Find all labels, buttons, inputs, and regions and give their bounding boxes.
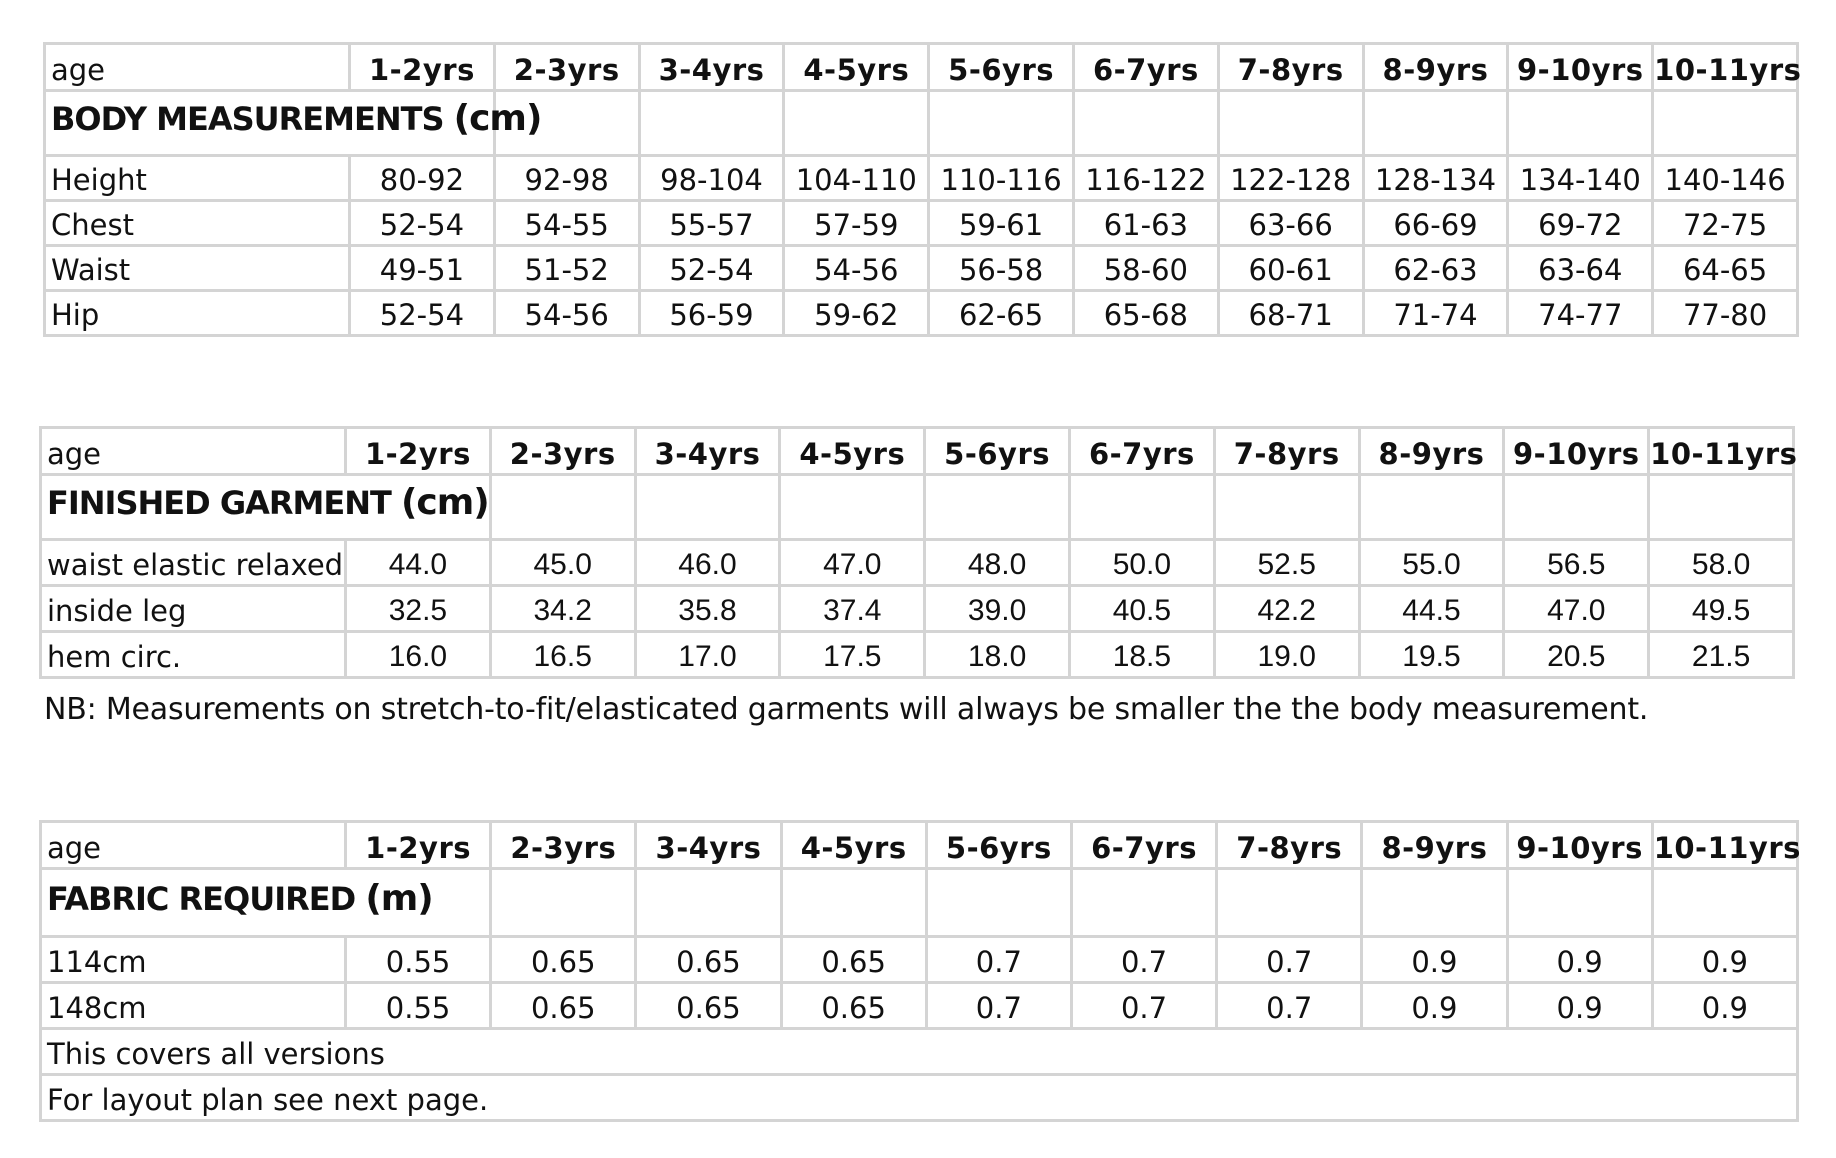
- age-col-3: 3-4yrs: [635, 428, 780, 475]
- section-title: [41, 869, 491, 937]
- age-col-4: 4-5yrs: [784, 44, 929, 91]
- table-cell: 52-54: [350, 201, 495, 246]
- table-cell: 68-71: [1218, 291, 1363, 336]
- table-cell: 60-61: [1218, 246, 1363, 291]
- table-cell: 80-92: [350, 156, 495, 201]
- age-col-5: 5-6yrs: [926, 822, 1071, 869]
- age-col-10: 10-11yrs: [1652, 822, 1797, 869]
- table-cell: 56-59: [639, 291, 784, 336]
- table-cell: 66-69: [1363, 201, 1508, 246]
- age-header-row: [41, 428, 1794, 475]
- age-col-9: 9-10yrs: [1508, 44, 1653, 91]
- table-cell: 45.0: [490, 540, 635, 586]
- age-col-8: 8-9yrs: [1359, 428, 1504, 475]
- age-col-9: 9-10yrs: [1507, 822, 1652, 869]
- table-cell: 52-54: [350, 291, 495, 336]
- age-col-10: 10-11yrs: [1649, 428, 1794, 475]
- row-label: 114cm: [41, 937, 346, 983]
- table-cell: 50.0: [1069, 540, 1214, 586]
- table-cell: 54-56: [494, 291, 639, 336]
- table-cell: 59-61: [929, 201, 1074, 246]
- table-cell: 0.65: [636, 983, 781, 1029]
- table-cell: 71-74: [1363, 291, 1508, 336]
- age-col-6: 6-7yrs: [1069, 428, 1214, 475]
- table-cell: 0.65: [781, 937, 926, 983]
- table-cell: 19.0: [1214, 632, 1359, 678]
- table-row: [45, 201, 1798, 246]
- age-col-4: 4-5yrs: [781, 822, 926, 869]
- table-cell: 57-59: [784, 201, 929, 246]
- table-cell: 122-128: [1218, 156, 1363, 201]
- table-cell: 63-66: [1218, 201, 1363, 246]
- age-col-10: 10-11yrs: [1653, 44, 1798, 91]
- age-col-7: 7-8yrs: [1214, 428, 1359, 475]
- table-cell: 140-146: [1653, 156, 1798, 201]
- table-cell: 47.0: [1504, 586, 1649, 632]
- row-label: Chest: [45, 201, 350, 246]
- table-cell: 34.2: [490, 586, 635, 632]
- age-col-5: 5-6yrs: [929, 44, 1074, 91]
- table-row: [41, 632, 1794, 678]
- table-row: [45, 291, 1798, 336]
- table-cell: 56.5: [1504, 540, 1649, 586]
- table-cell: 0.9: [1362, 983, 1507, 1029]
- age-col-3: 3-4yrs: [636, 822, 781, 869]
- section-unit: (cm): [400, 482, 489, 523]
- table-cell: 39.0: [925, 586, 1070, 632]
- body-measurements-table: [43, 42, 1802, 337]
- table-cell: 104-110: [784, 156, 929, 201]
- table-row: [41, 983, 1798, 1029]
- age-label: age: [45, 44, 350, 91]
- table-cell: 0.9: [1507, 937, 1652, 983]
- table-cell: 98-104: [639, 156, 784, 201]
- age-col-2: 2-3yrs: [494, 44, 639, 91]
- section-title-row: [41, 475, 1794, 540]
- table-row: [41, 937, 1798, 983]
- age-col-1: 1-2yrs: [346, 428, 491, 475]
- finished-garment-table: [39, 426, 1798, 679]
- row-label: Height: [45, 156, 350, 201]
- fabric-note: For layout plan see next page.: [41, 1075, 1798, 1121]
- table-cell: 52-54: [639, 246, 784, 291]
- table-cell: 16.5: [490, 632, 635, 678]
- table-cell: 61-63: [1073, 201, 1218, 246]
- age-col-8: 8-9yrs: [1363, 44, 1508, 91]
- table-cell: 92-98: [494, 156, 639, 201]
- note-row: [41, 1029, 1798, 1075]
- age-col-1: 1-2yrs: [346, 822, 491, 869]
- table-cell: 0.9: [1362, 937, 1507, 983]
- table-cell: 35.8: [635, 586, 780, 632]
- table-cell: 56-58: [929, 246, 1074, 291]
- age-col-6: 6-7yrs: [1073, 44, 1218, 91]
- table-cell: 40.5: [1069, 586, 1214, 632]
- table-cell: 0.9: [1652, 983, 1797, 1029]
- age-header-row: [41, 822, 1798, 869]
- section-title: [41, 475, 491, 540]
- table-cell: 63-64: [1508, 246, 1653, 291]
- table-cell: 0.65: [781, 983, 926, 1029]
- table-cell: 62-63: [1363, 246, 1508, 291]
- table-cell: 55.0: [1359, 540, 1504, 586]
- table-cell: 42.2: [1214, 586, 1359, 632]
- age-col-7: 7-8yrs: [1218, 44, 1363, 91]
- row-label: Hip: [45, 291, 350, 336]
- table-cell: 17.0: [635, 632, 780, 678]
- table-cell: 128-134: [1363, 156, 1508, 201]
- section-title-text: FINISHED GARMENT: [47, 484, 391, 522]
- age-col-2: 2-3yrs: [490, 428, 635, 475]
- table-cell: 52.5: [1214, 540, 1359, 586]
- table-cell: 134-140: [1508, 156, 1653, 201]
- table-cell: 44.5: [1359, 586, 1504, 632]
- table-cell: 0.65: [491, 937, 636, 983]
- table-row: [41, 540, 1794, 586]
- table-cell: 44.0: [346, 540, 491, 586]
- table-cell: 54-56: [784, 246, 929, 291]
- fabric-required-table: [39, 820, 1799, 1122]
- fabric-note: This covers all versions: [41, 1029, 1798, 1075]
- table-cell: 58.0: [1649, 540, 1794, 586]
- table-cell: 0.7: [1217, 983, 1362, 1029]
- age-header-row: [45, 44, 1798, 91]
- table-cell: 48.0: [925, 540, 1070, 586]
- age-col-9: 9-10yrs: [1504, 428, 1649, 475]
- table-cell: 54-55: [494, 201, 639, 246]
- table-cell: 110-116: [929, 156, 1074, 201]
- table-cell: 17.5: [780, 632, 925, 678]
- section-unit: (cm): [453, 98, 542, 139]
- row-label: waist elastic relaxed: [41, 540, 346, 586]
- table-cell: 116-122: [1073, 156, 1218, 201]
- table-cell: 21.5: [1649, 632, 1794, 678]
- age-col-5: 5-6yrs: [925, 428, 1070, 475]
- table-row: [45, 246, 1798, 291]
- row-label: hem circ.: [41, 632, 346, 678]
- table-cell: 46.0: [635, 540, 780, 586]
- age-col-3: 3-4yrs: [639, 44, 784, 91]
- note-row: [41, 1075, 1798, 1121]
- table-cell: 58-60: [1073, 246, 1218, 291]
- table-row: [45, 156, 1798, 201]
- age-col-1: 1-2yrs: [350, 44, 495, 91]
- section-title: [45, 91, 542, 156]
- table-cell: 74-77: [1508, 291, 1653, 336]
- table-cell: 0.9: [1652, 937, 1797, 983]
- age-col-8: 8-9yrs: [1362, 822, 1507, 869]
- table-cell: 64-65: [1653, 246, 1798, 291]
- table-cell: 16.0: [346, 632, 491, 678]
- table-cell: 0.65: [636, 937, 781, 983]
- table-cell: 32.5: [346, 586, 491, 632]
- table-cell: 0.7: [926, 937, 1071, 983]
- age-col-7: 7-8yrs: [1217, 822, 1362, 869]
- age-col-6: 6-7yrs: [1071, 822, 1216, 869]
- table-cell: 0.7: [1217, 937, 1362, 983]
- table-cell: 0.7: [926, 983, 1071, 1029]
- table-cell: 77-80: [1653, 291, 1798, 336]
- table-cell: 20.5: [1504, 632, 1649, 678]
- section-unit: (m): [365, 877, 433, 919]
- table-cell: 65-68: [1073, 291, 1218, 336]
- row-label: 148cm: [41, 983, 346, 1029]
- table-cell: 0.55: [346, 937, 491, 983]
- table-cell: 37.4: [780, 586, 925, 632]
- section-title-text: BODY MEASUREMENTS: [51, 100, 444, 138]
- section-title-row: [41, 869, 1798, 937]
- table-cell: 18.5: [1069, 632, 1214, 678]
- table-cell: 72-75: [1653, 201, 1798, 246]
- row-label: inside leg: [41, 586, 346, 632]
- table-cell: 0.7: [1071, 983, 1216, 1029]
- table-cell: 18.0: [925, 632, 1070, 678]
- table-cell: 0.65: [491, 983, 636, 1029]
- table-cell: 69-72: [1508, 201, 1653, 246]
- age-label: age: [41, 822, 346, 869]
- table-cell: 0.7: [1071, 937, 1216, 983]
- age-col-4: 4-5yrs: [780, 428, 925, 475]
- table-cell: 19.5: [1359, 632, 1504, 678]
- section-title-text: FABRIC REQUIRED: [47, 879, 356, 918]
- age-col-2: 2-3yrs: [491, 822, 636, 869]
- table-cell: 0.55: [346, 983, 491, 1029]
- table-cell: 47.0: [780, 540, 925, 586]
- table-cell: 59-62: [784, 291, 929, 336]
- table-cell: 49-51: [350, 246, 495, 291]
- section-title-row: [45, 91, 1798, 156]
- table-cell: 55-57: [639, 201, 784, 246]
- table-cell: 0.9: [1507, 983, 1652, 1029]
- age-label: age: [41, 428, 346, 475]
- table-cell: 62-65: [929, 291, 1074, 336]
- table-cell: 51-52: [494, 246, 639, 291]
- table-cell: 49.5: [1649, 586, 1794, 632]
- garment-note: NB: Measurements on stretch-to-fit/elasticated garments will always be smaller the the body measurement.: [44, 692, 1649, 727]
- table-row: [41, 586, 1794, 632]
- row-label: Waist: [45, 246, 350, 291]
